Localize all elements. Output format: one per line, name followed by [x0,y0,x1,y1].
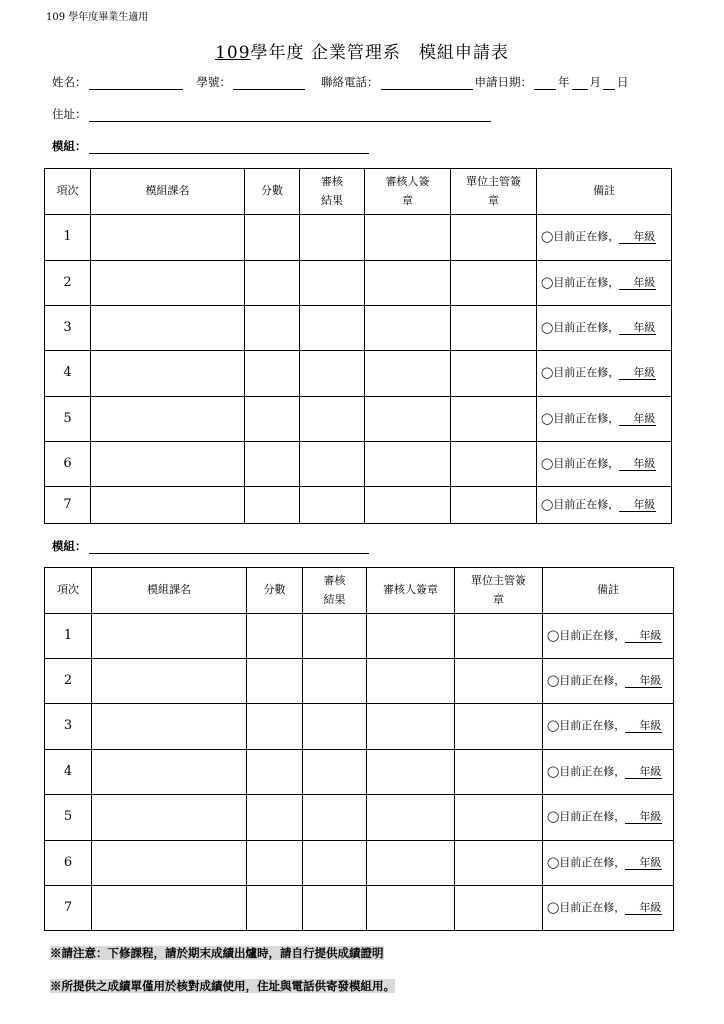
row-index-cell: 5 [45,795,92,841]
table-row [45,795,674,841]
review-result-cell[interactable] [303,704,367,750]
review-result-cell[interactable] [300,397,365,442]
remarks-cell [537,215,672,261]
currently-enrolled-text[interactable]: ◯目前正在修， [541,230,620,244]
grade-field[interactable]: 年級 [619,412,656,426]
row-index-cell: 3 [45,306,91,351]
course-name-cell[interactable] [91,351,245,397]
remarks-cell [537,397,672,442]
reviewer-sign-cell[interactable] [367,886,455,931]
score-cell[interactable] [247,750,303,795]
review-result-cell[interactable] [303,886,367,931]
notice-1-text: ※請注意：下修課程，請於期末成績出爐時，請自行提供成績證明 [50,946,384,960]
apply-year-field[interactable] [534,77,556,90]
grade-field[interactable]: 年級 [619,230,656,244]
course-name-cell[interactable] [91,397,245,442]
course-name-cell[interactable] [91,442,245,487]
review-result-cell[interactable] [300,442,365,487]
course-name-cell[interactable] [91,261,245,306]
course-name-cell[interactable] [92,841,247,886]
currently-enrolled-text[interactable]: ◯目前正在修， [547,628,626,642]
grade-field[interactable]: 年級 [619,457,656,471]
day-unit: 日 [617,75,629,89]
row-index-cell: 7 [45,487,91,524]
remarks-cell [543,614,674,659]
table-row [45,659,674,704]
module-1-row [52,138,371,154]
module-1-field[interactable] [89,141,369,154]
row-index-cell: 5 [45,397,91,442]
module-1-table [44,168,672,524]
remarks-cell [543,659,674,704]
module-2-field[interactable] [89,541,369,554]
remarks-cell [537,261,672,306]
header-index: 項次 [45,568,92,614]
score-cell[interactable] [247,704,303,750]
row-index-cell: 4 [45,351,91,397]
grade-field[interactable]: 年級 [625,629,662,643]
row-index-cell: 4 [45,750,92,795]
phone-label: 聯絡電話： [321,75,379,89]
course-name-cell[interactable] [92,795,247,841]
currently-enrolled-text[interactable]: ◯目前正在修， [547,764,626,778]
reviewer-sign-cell[interactable] [367,659,455,704]
header-index: 項次 [45,169,91,215]
score-cell[interactable] [245,397,300,442]
table-row [45,397,672,442]
phone-field[interactable] [381,77,473,90]
table-row [45,487,672,524]
currently-enrolled-text[interactable]: ◯目前正在修， [547,855,626,869]
reviewer-sign-cell[interactable] [365,306,451,351]
score-cell[interactable] [245,442,300,487]
review-result-cell[interactable] [300,351,365,397]
title-year: 109 [215,43,251,63]
currently-enrolled-text[interactable]: ◯目前正在修， [541,456,620,470]
name-label: 姓名： [52,75,87,89]
supervisor-sign-cell[interactable] [451,261,537,306]
table-row [45,704,674,750]
score-cell[interactable] [245,215,300,261]
grade-field[interactable]: 年級 [619,276,656,290]
supervisor-sign-cell[interactable] [455,614,543,659]
grade-field[interactable]: 年級 [619,321,656,335]
supervisor-sign-cell[interactable] [451,487,537,524]
remarks-cell [543,886,674,931]
review-result-cell[interactable] [300,306,365,351]
header-supervisor-sign: 單位主管簽章 [455,568,543,614]
supervisor-sign-cell[interactable] [455,659,543,704]
currently-enrolled-text[interactable]: ◯目前正在修， [541,275,620,289]
header-reviewer-sign: 審核人簽章 [365,169,451,215]
reviewer-sign-cell[interactable] [367,795,455,841]
score-cell[interactable] [245,351,300,397]
header-remarks: 備註 [543,568,674,614]
apply-date-label: 申請日期： [474,75,532,89]
review-result-cell[interactable] [300,261,365,306]
table-header-row [45,169,672,215]
module-2-row [52,538,371,554]
course-name-cell[interactable] [91,215,245,261]
header-course: 模組課名 [91,169,245,215]
form-title [0,38,724,63]
title-text: 學年度 企業管理系 模組申請表 [250,43,509,63]
score-cell[interactable] [245,306,300,351]
grade-field[interactable]: 年級 [625,810,662,824]
score-cell[interactable] [247,886,303,931]
currently-enrolled-text[interactable]: ◯目前正在修， [541,366,620,380]
currently-enrolled-text[interactable]: ◯目前正在修， [541,320,620,334]
grade-field[interactable]: 年級 [625,674,662,688]
row-index-cell: 2 [45,659,92,704]
student-id-field[interactable] [233,77,305,90]
grade-field[interactable]: 年級 [619,366,656,380]
supervisor-sign-cell[interactable] [455,750,543,795]
supervisor-sign-cell[interactable] [451,397,537,442]
row-index-cell: 2 [45,261,91,306]
table-header-row [45,568,674,614]
remarks-cell [543,704,674,750]
currently-enrolled-text[interactable]: ◯目前正在修， [547,719,626,733]
grade-field[interactable]: 年級 [619,498,656,512]
module-1-label: 模組： [52,139,87,153]
supervisor-sign-cell[interactable] [451,215,537,261]
course-name-cell[interactable] [92,886,247,931]
address-label: 住址： [52,107,87,121]
table-row [45,261,672,306]
row-index-cell: 1 [45,614,92,659]
remarks-cell [537,487,672,524]
remarks-cell [537,351,672,397]
review-result-cell[interactable] [303,614,367,659]
row-index-cell: 6 [45,841,92,886]
header-course: 模組課名 [92,568,247,614]
grade-field[interactable]: 年級 [625,719,662,733]
course-name-cell[interactable] [92,704,247,750]
currently-enrolled-text[interactable]: ◯目前正在修， [541,497,620,511]
header-score: 分數 [245,169,300,215]
row-index-cell: 7 [45,886,92,931]
review-result-cell[interactable] [303,659,367,704]
supervisor-sign-cell[interactable] [455,886,543,931]
review-result-cell[interactable] [303,750,367,795]
notice-2 [50,978,395,994]
grade-field[interactable]: 年級 [625,765,662,779]
table-row [45,750,674,795]
row-index-cell: 3 [45,704,92,750]
score-cell[interactable] [245,487,300,524]
personal-info-row [52,74,629,90]
reviewer-sign-cell[interactable] [367,750,455,795]
apply-month-field[interactable] [572,77,588,90]
course-name-cell[interactable] [92,614,247,659]
row-index-cell: 1 [45,215,91,261]
supervisor-sign-cell[interactable] [451,306,537,351]
reviewer-sign-cell[interactable] [367,841,455,886]
score-cell[interactable] [247,659,303,704]
currently-enrolled-text[interactable]: ◯目前正在修， [547,673,626,687]
supervisor-sign-cell[interactable] [455,704,543,750]
score-cell[interactable] [247,841,303,886]
table-row [45,614,674,659]
score-cell[interactable] [247,614,303,659]
row-index-cell: 6 [45,442,91,487]
name-field[interactable] [89,77,183,90]
student-id-label: 學號： [196,75,231,89]
apply-day-field[interactable] [603,77,615,90]
header-supervisor-sign: 單位主管簽章 [451,169,537,215]
supervisor-sign-cell[interactable] [451,351,537,397]
month-unit: 月 [589,75,601,89]
reviewer-sign-cell[interactable] [365,351,451,397]
course-name-cell[interactable] [91,487,245,524]
table-row [45,306,672,351]
supervisor-sign-cell[interactable] [455,841,543,886]
reviewer-sign-cell[interactable] [365,397,451,442]
remarks-cell [537,442,672,487]
reviewer-sign-cell[interactable] [365,442,451,487]
supervisor-sign-cell[interactable] [451,442,537,487]
grade-field[interactable]: 年級 [625,856,662,870]
module-2-table [44,567,674,931]
table-row [45,841,674,886]
address-field[interactable] [89,109,491,122]
course-name-cell[interactable] [91,306,245,351]
table-row [45,351,672,397]
notice-1 [50,945,384,961]
remarks-cell [537,306,672,351]
header-note: 109 學年度畢業生適用 [46,12,149,23]
supervisor-sign-cell[interactable] [455,795,543,841]
course-name-cell[interactable] [92,750,247,795]
reviewer-sign-cell[interactable] [365,487,451,524]
review-result-cell[interactable] [303,841,367,886]
reviewer-sign-cell[interactable] [367,704,455,750]
header-review-result: 審核結果 [300,169,365,215]
grade-field[interactable]: 年級 [625,901,662,915]
score-cell[interactable] [247,795,303,841]
remarks-cell [543,795,674,841]
address-row [52,106,493,122]
review-result-cell[interactable] [300,215,365,261]
reviewer-sign-cell[interactable] [365,215,451,261]
currently-enrolled-text[interactable]: ◯目前正在修， [541,411,620,425]
course-name-cell[interactable] [92,659,247,704]
header-reviewer-sign: 審核人簽章 [367,568,455,614]
table-row [45,215,672,261]
header-remarks: 備註 [537,169,672,215]
header-review-result: 審核結果 [303,568,367,614]
header-score: 分數 [247,568,303,614]
table-row [45,886,674,931]
reviewer-sign-cell[interactable] [365,261,451,306]
remarks-cell [543,750,674,795]
table-row [45,442,672,487]
reviewer-sign-cell[interactable] [367,614,455,659]
notice-2-text: ※所提供之成績單僅用於核對成績使用，住址與電話供寄發模組用。 [50,979,395,993]
review-result-cell[interactable] [303,795,367,841]
currently-enrolled-text[interactable]: ◯目前正在修， [547,900,626,914]
score-cell[interactable] [245,261,300,306]
year-unit: 年 [558,75,570,89]
review-result-cell[interactable] [300,487,365,524]
remarks-cell [543,841,674,886]
module-2-label: 模組： [52,539,87,553]
currently-enrolled-text[interactable]: ◯目前正在修， [547,810,626,824]
